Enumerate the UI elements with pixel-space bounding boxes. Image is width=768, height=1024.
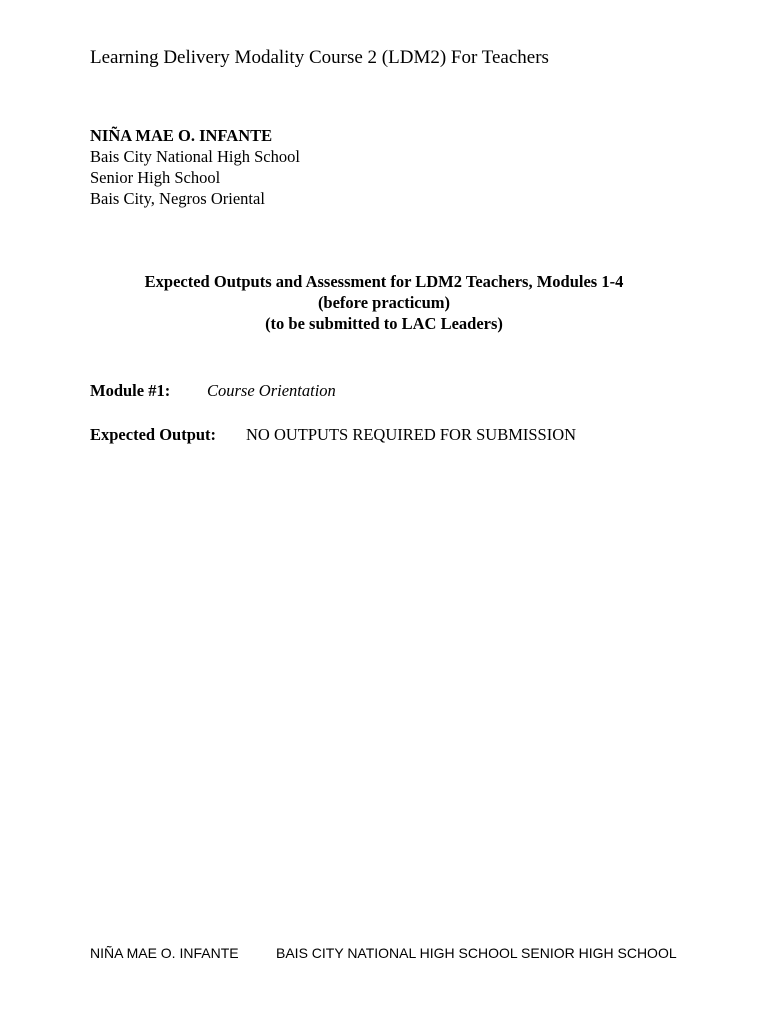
author-name: NIÑA MAE O. INFANTE <box>90 126 273 145</box>
heading-note: (to be submitted to LAC Leaders) <box>265 314 503 333</box>
expected-output-value: NO OUTPUTS REQUIRED FOR SUBMISSION <box>246 425 577 444</box>
author-block <box>90 125 300 209</box>
footer-school: BAIS CITY NATIONAL HIGH SCHOOL SENIOR HIGH SCHOOL <box>276 945 677 961</box>
author-school: Bais City National High School <box>90 147 300 166</box>
author-department: Senior High School <box>90 168 221 187</box>
module-row <box>90 381 336 401</box>
module-label: Module #1: <box>90 381 171 400</box>
footer-name: NIÑA MAE O. INFANTE <box>90 945 239 961</box>
page-header: Learning Delivery Modality Course 2 (LDM2) For Teachers <box>90 47 549 68</box>
expected-output-row <box>90 425 576 445</box>
expected-output-label: Expected Output: <box>90 425 217 444</box>
module-value: Course Orientation <box>207 381 336 400</box>
document-heading <box>0 271 768 334</box>
heading-subtitle: (before practicum) <box>317 293 451 312</box>
page-footer <box>90 945 677 961</box>
author-location: Bais City, Negros Oriental <box>90 189 265 208</box>
heading-title: Expected Outputs and Assessment for LDM2 Teachers, Modules 1-4 <box>144 272 624 291</box>
